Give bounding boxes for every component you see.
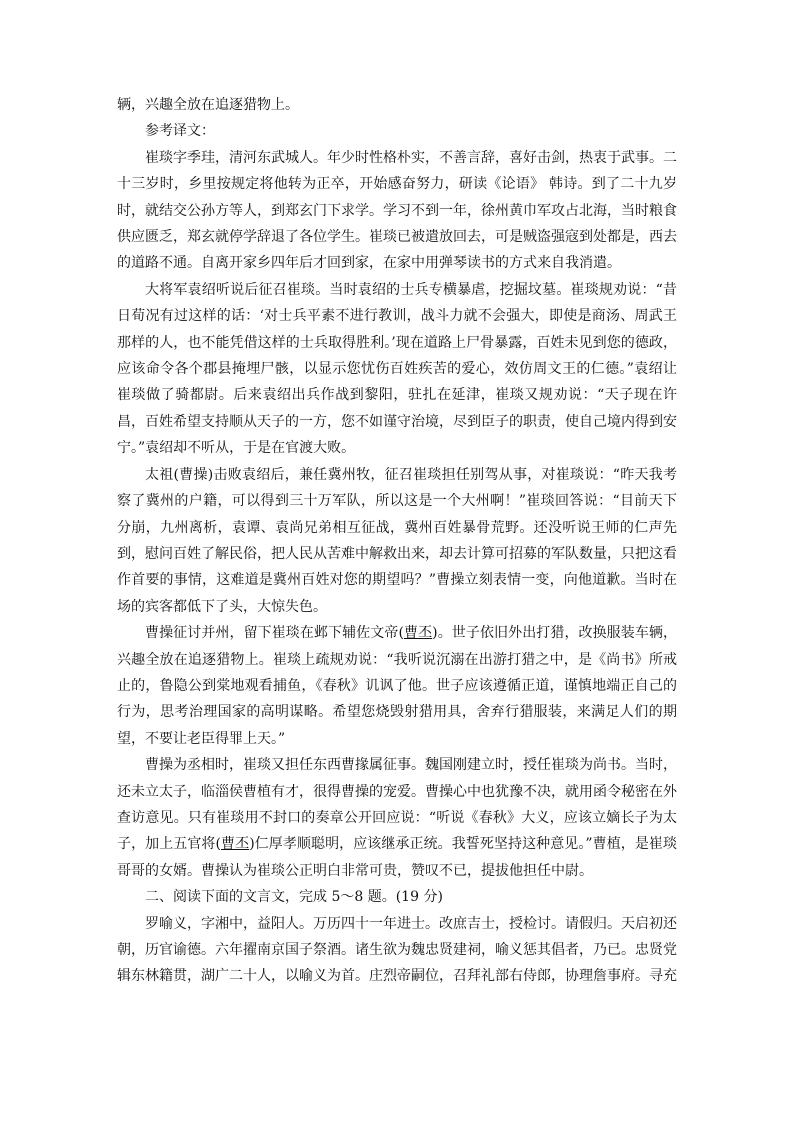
paragraph-heir [117,752,677,884]
section2-heading: 二、阅读下面的文言文，完成 5～8 题。(19 分) [145,889,443,906]
hunting-text-1: 曹操征讨并州，留下崔琰在邺下辅佐文帝( [145,625,404,642]
hunting-text-2: )。世子依旧外出打猎，改换服装车辆，兴趣全放在追逐猎物上。崔琰上疏规劝说：“我听说沉溺在出游打猎之中，是《尚书》所戒止的，鲁隐公到棠地观看捕鱼，《春秋》讥讽了他。世子应该遵循正道，谨慎地端正自己的行为，思考治理国家的高明谋略。希望您烧毁射猎用具，舍弃行猎服装，来满足人们的期望，不要让老臣得罪上天。” [117,625,678,747]
heir-underlined-name: 曹丕 [220,836,250,853]
paragraph-caocao: 太祖(曹操)击败袁绍后，兼任冀州牧，征召崔琰担任别驾从事，对崔琰说：“昨天我考察了冀州的户籍，可以得到三十万军队，所以这是一个大州啊！”崔琰回答说：“目前天下分崩，九州离析，袁谭、袁尚兄弟相互征战，冀州百姓暴骨荒野。还没听说王师的仁声先到，慰问百姓了解民俗，把人民从苦难中解救出来，却去计算可招募的军队数量，只把这看作首要的事情，这难道是冀州百姓对您的期望吗？”曹操立刻表情一变，向他道歉。当时在场的宾客都低下了头，大惊失色。 [117,466,677,615]
paragraph-biography: 崔琰字季珪，清河东武城人。年少时性格朴实，不善言辞，喜好击剑，热衷于武事。二十三岁时，乡里按规定将他转为正卒，开始感奋努力，研读《论语》 韩诗。到了二十九岁时，就结交公孙方等人，到郑玄门下求学。学习不到一年，徐州黄巾军攻占北海，当时粮食供应匮乏，郑玄就停学辞退了各位学生。崔琰已被遣放回去，可是贼盗强寇到处都是，西去的道路不通。自离开家乡四年后才回到家，在家中用弹琴读书的方式来自我消遣。 [117,149,677,272]
paragraph-yuanshao: 大将军袁绍听说后征召崔琰。当时袁绍的士兵专横暴虐，挖掘坟墓。崔琰规劝说：“昔日荀况有过这样的话：‘对士兵平素不进行教训，战斗力就不会强大，即使是商汤、周武王那样的人，也不能凭借这样的士兵取得胜利。’现在道路上尸骨暴露，百姓未见到您的德政，应该命令各个郡县掩埋尸骸，以显示您忧伤百姓疾苦的爱心，效仿周文王的仁德。”袁绍让崔琰做了骑都尉。后来袁绍出兵作战到黎阳，驻扎在延津，崔琰又规劝说：“天子现在许昌，百姓希望支持顺从天子的一方，您不如谨守治境，尽到臣子的职责，使自己境内得到安宁。”袁绍却不听从，于是在官渡大败。 [117,281,677,457]
reference-heading: 参考译文： [145,123,215,140]
heir-text-2: )仁厚孝顺聪明，应该继承正统。我誓死坚持这种意见。”曹植，是崔琰哥哥的女婿。曹操认为崔琰公正明白非常可贵，赞叹不已，提拔他担任中尉。 [117,836,678,879]
hunting-underlined-name: 曹丕 [403,625,433,642]
document-page [117,92,677,990]
paragraph-hunting [117,620,677,752]
heir-text-1: 曹操为丞相时，崔琰又担任东西曹掾属征事。魏国刚建立时，授任崔琰为尚书。当时，还未立太子，临淄侯曹植有才，很得曹操的宠爱。曹操心中也犹豫不决，就用函令秘密在外查访意见。只有崔琰用不封口的奏章公开回应说：“听说《春秋》大义，应该立嫡长子为太子，加上五官将( [117,757,677,853]
continuation-line: 辆，兴趣全放在追逐猎物上。 [117,97,299,113]
section2-passage: 罗喻义，字湘中，益阳人。万历四十一年进士。改庶吉士，授检讨。请假归。天启初还朝，历官谕德。六年擢南京国子祭酒。诸生欲为魏忠贤建祠，喻义惩其倡者，乃已。忠贤党辑东林籍贯，湖广二十人，以喻义为首。庄烈帝嗣位，召拜礼部右侍郎，协理詹事府。寻充 [117,915,677,985]
